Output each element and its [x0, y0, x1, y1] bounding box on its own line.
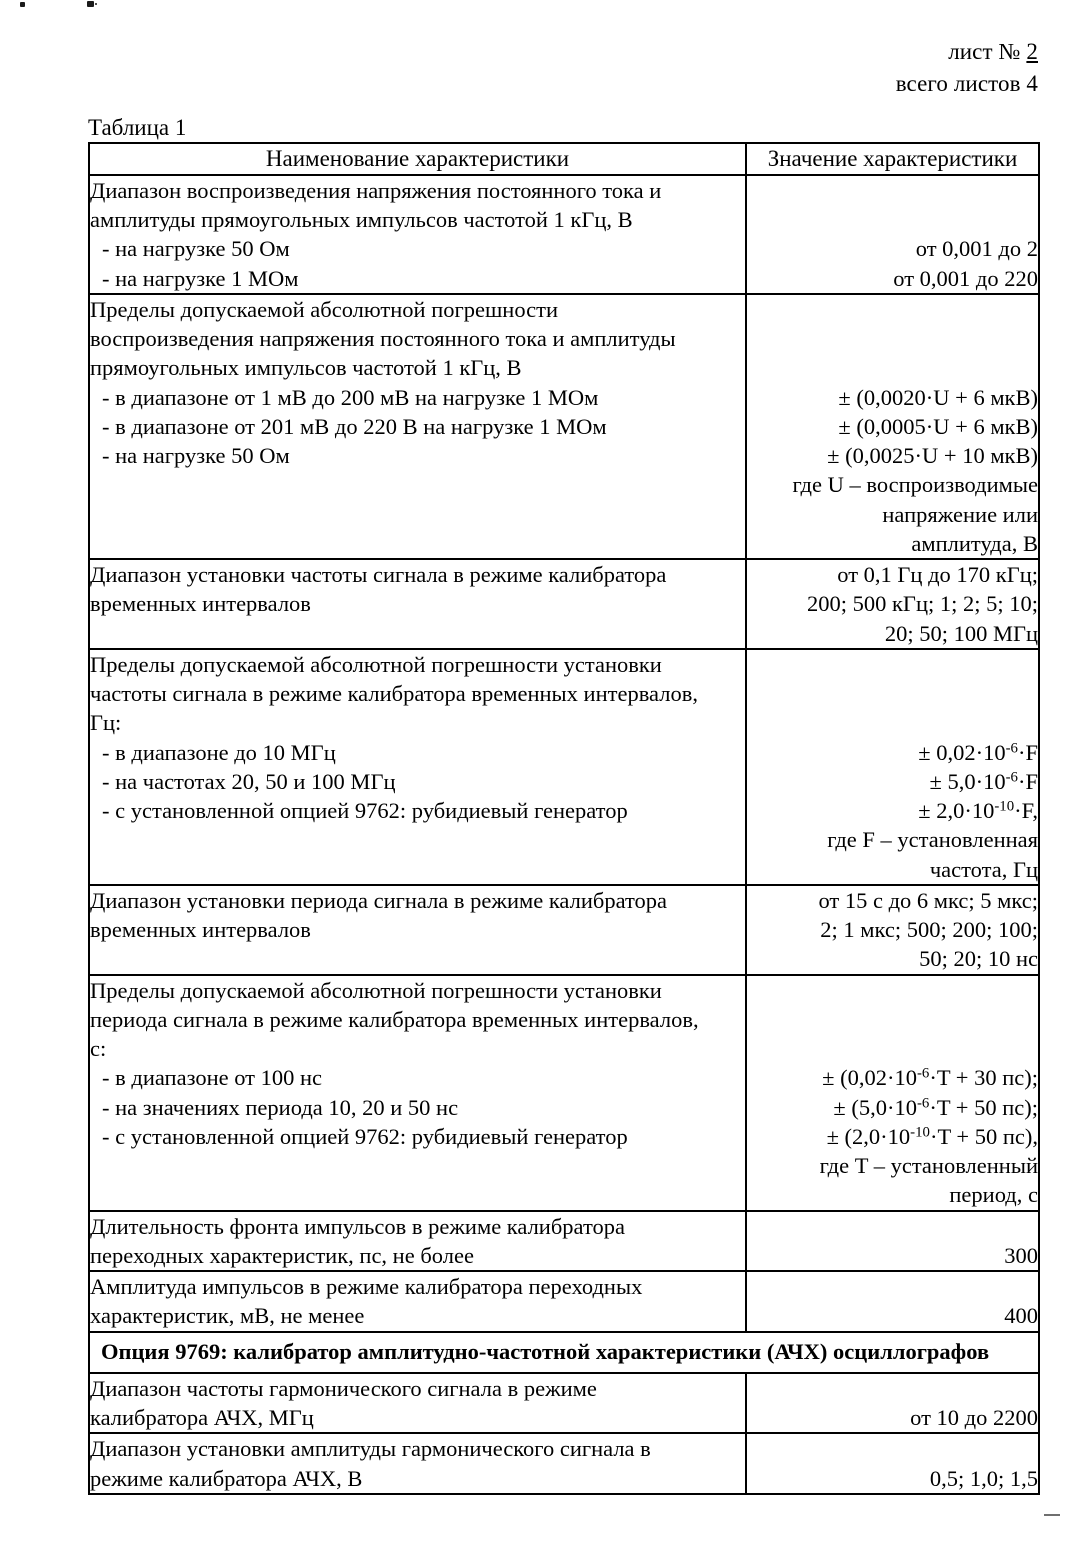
page-header	[896, 36, 1038, 99]
characteristic-name-line: временных интервалов	[90, 917, 311, 943]
characteristic-value-line: где U – воспроизводимые	[792, 472, 1038, 498]
characteristic-name-cell	[89, 649, 746, 885]
value-line-spacer	[747, 650, 1038, 679]
characteristic-value-cell	[746, 649, 1039, 885]
characteristic-value-cell	[746, 1211, 1039, 1272]
characteristic-value-cell	[746, 294, 1039, 559]
characteristic-name-line: - на значениях периода 10, 20 и 50 нс	[102, 1094, 459, 1120]
table-row	[89, 294, 1039, 559]
characteristic-name-line: Пределы допускаемой абсолютной погрешности установки	[90, 977, 662, 1003]
characteristic-name-line: частоты сигнала в режиме калибратора временных интервалов,	[90, 681, 698, 707]
sheet-number-line	[896, 36, 1038, 68]
characteristic-name-cell	[89, 885, 746, 975]
characteristic-value-line: ± (0,0025·U + 10 мкВ)	[827, 443, 1038, 469]
value-line-spacer	[747, 1212, 1038, 1241]
characteristic-name-line: Диапазон установки частоты сигнала в режиме калибратора	[90, 562, 667, 588]
table-row	[89, 649, 1039, 885]
characteristic-name-line: Диапазон воспроизведения напряжения постоянного тока и	[90, 177, 662, 203]
characteristic-name-line: - на нагрузке 50 Ом	[102, 443, 290, 469]
characteristic-value-line: ± $2,0\cdot 10^{-10}\cdot F$,	[918, 798, 1038, 824]
table-row	[89, 1211, 1039, 1272]
characteristic-value-line: от 0,001 до 2	[915, 236, 1038, 262]
characteristic-value-line: где F – установленная	[827, 827, 1038, 853]
characteristic-value-line: ± (0,0020·U + 6 мкВ)	[838, 384, 1038, 410]
value-line-spacer	[747, 708, 1038, 737]
characteristic-name-line: - с установленной опцией 9762: рубидиевый генератор	[102, 1123, 628, 1149]
characteristic-name-line: - в диапазоне от 201 мВ до 220 В на нагрузке 1 МОм	[102, 413, 607, 439]
characteristic-name-line: воспроизведения напряжения постоянного тока и амплитуды	[90, 326, 676, 352]
characteristic-name-line: характеристик, мВ, не менее	[90, 1303, 365, 1329]
characteristic-value-cell	[746, 975, 1039, 1211]
characteristic-value-line: 200; 500 кГц; 1; 2; 5; 10;	[807, 591, 1038, 617]
characteristic-name-line: - на нагрузке 1 МОм	[102, 265, 299, 291]
characteristic-name-line: калибратора АЧХ, МГц	[90, 1405, 314, 1431]
characteristic-name-line: Амплитуда импульсов в режиме калибратора переходных	[90, 1274, 643, 1300]
characteristic-name-line: - с установленной опцией 9762: рубидиевый генератор	[102, 798, 628, 824]
characteristic-name-line: - в диапазоне до 10 МГц	[102, 739, 336, 765]
characteristic-name-line: временных интервалов	[90, 591, 311, 617]
characteristic-name-line: прямоугольных импульсов частотой 1 кГц, В	[90, 355, 522, 381]
characteristic-name-line: переходных характеристик, пс, не более	[90, 1242, 474, 1268]
value-line-spacer	[747, 976, 1038, 1005]
characteristic-name-line: периода сигнала в режиме калибратора временных интервалов,	[90, 1006, 699, 1032]
characteristic-value-line: 300	[1004, 1242, 1038, 1268]
table-section-row	[89, 1332, 1039, 1373]
characteristic-name-line: - на частотах 20, 50 и 100 МГц	[102, 768, 396, 794]
table-row	[89, 1373, 1039, 1434]
table-row	[89, 885, 1039, 975]
table-body	[89, 175, 1039, 1494]
characteristic-value-line: 0,5; 1,0; 1,5	[929, 1465, 1038, 1491]
characteristic-name-cell	[89, 1433, 746, 1494]
characteristic-name-line: Диапазон установки периода сигнала в режиме калибратора	[90, 887, 668, 913]
characteristic-name-line: - в диапазоне от 100 нс	[102, 1065, 323, 1091]
characteristic-name-line: Диапазон частоты гармонического сигнала в режиме	[90, 1375, 597, 1401]
value-line-spacer	[747, 1034, 1038, 1063]
characteristic-value-line: 50; 20; 10 нс	[919, 946, 1038, 972]
characteristic-value-line: ± ($5,0\cdot 10^{-6}\cdot T + 50$ пс);	[833, 1094, 1038, 1120]
characteristic-value-cell	[746, 175, 1039, 294]
characteristic-name-cell	[89, 559, 746, 649]
characteristic-value-line: ± $0,02\cdot 10^{-6}\cdot F$	[918, 739, 1038, 765]
value-line-spacer	[747, 679, 1038, 708]
table-row	[89, 975, 1039, 1211]
characteristic-name-cell	[89, 1271, 746, 1332]
section-title: Опция 9769: калибратор амплитудно-частотной характеристики (АЧХ) осциллографов	[89, 1332, 1039, 1373]
characteristic-value-cell	[746, 1271, 1039, 1332]
characteristic-value-cell	[746, 559, 1039, 649]
table-caption: Таблица 1	[88, 115, 187, 140]
characteristic-value-line: 20; 50; 100 МГц	[884, 620, 1038, 646]
characteristic-name-cell	[89, 1373, 746, 1434]
value-line-spacer	[747, 1374, 1038, 1403]
value-line-spacer	[747, 353, 1038, 382]
characteristic-value-cell	[746, 885, 1039, 975]
column-header-value: Значение характеристики	[746, 143, 1039, 175]
characteristic-value-line: 400	[1004, 1303, 1038, 1329]
table-row	[89, 559, 1039, 649]
table-row	[89, 175, 1039, 294]
scan-artifact-speckle	[20, 2, 25, 7]
scan-artifact-speckle	[95, 3, 97, 5]
characteristic-name-line: Длительность фронта импульсов в режиме калибратора	[90, 1213, 625, 1239]
column-header-name: Наименование характеристики	[89, 143, 746, 175]
characteristic-value-line: ± $5,0\cdot 10^{-6}\cdot F$	[929, 768, 1038, 794]
characteristic-value-line: 2; 1 мкс; 500; 200; 100;	[820, 917, 1038, 943]
value-line-spacer	[747, 324, 1038, 353]
characteristic-value-line: частота, Гц	[929, 856, 1038, 882]
characteristic-value-line: где T – установленный	[819, 1153, 1038, 1179]
value-line-spacer	[747, 1434, 1038, 1463]
characteristic-value-line: ± ($2,0\cdot 10^{-10}\cdot T + 50$ пс),	[826, 1123, 1038, 1149]
characteristic-name-line: Пределы допускаемой абсолютной погрешности	[90, 296, 558, 322]
table-header-row	[89, 143, 1039, 175]
characteristic-name-line: Пределы допускаемой абсолютной погрешности установки	[90, 651, 662, 677]
value-line-spacer	[747, 176, 1038, 205]
characteristic-name-cell	[89, 175, 746, 294]
sheet-label: лист №	[948, 39, 1027, 64]
characteristic-value-line: напряжение или	[882, 501, 1038, 527]
characteristic-name-line: с:	[90, 1036, 107, 1062]
table-row	[89, 1271, 1039, 1332]
total-sheets-line: всего листов 4	[895, 70, 1038, 96]
characteristic-value-line: от 10 до 2200	[910, 1405, 1038, 1431]
characteristic-name-cell	[89, 294, 746, 559]
characteristic-name-line: - в диапазоне от 1 мВ до 200 мВ на нагрузке 1 МОм	[102, 384, 599, 410]
specifications-table	[88, 142, 1040, 1495]
table-row	[89, 1433, 1039, 1494]
sheet-number: 2	[1026, 39, 1038, 64]
scan-artifact-speckle	[87, 1, 94, 7]
characteristic-name-cell	[89, 1211, 746, 1272]
scan-artifact-mark	[1044, 1514, 1060, 1516]
characteristic-name-cell	[89, 975, 746, 1211]
characteristic-name-line: Гц:	[90, 710, 122, 736]
value-line-spacer	[747, 1005, 1038, 1034]
characteristic-value-line: период, с	[949, 1182, 1038, 1208]
characteristic-name-line: - на нагрузке 50 Ом	[102, 236, 290, 262]
value-line-spacer	[747, 295, 1038, 324]
characteristic-name-line: амплитуды прямоугольных импульсов частотой 1 кГц, В	[90, 207, 633, 233]
value-line-spacer	[747, 205, 1038, 234]
characteristic-value-line: ± ($0,02\cdot 10^{-6}\cdot T + 30$ пс);	[822, 1065, 1038, 1091]
characteristic-value-line: ± (0,0005·U + 6 мкВ)	[838, 413, 1038, 439]
characteristic-value-cell	[746, 1433, 1039, 1494]
characteristic-name-line: режиме калибратора АЧХ, В	[90, 1465, 363, 1491]
characteristic-value-line: от 0,1 Гц до 170 кГц;	[837, 562, 1038, 588]
characteristic-value-cell	[746, 1373, 1039, 1434]
value-line-spacer	[747, 1272, 1038, 1301]
characteristic-name-line: Диапазон установки амплитуды гармонического сигнала в	[90, 1436, 651, 1462]
characteristic-value-line: от 0,001 до 220	[893, 265, 1038, 291]
characteristic-value-line: от 15 с до 6 мкс; 5 мкс;	[818, 887, 1038, 913]
characteristic-value-line: амплитуда, В	[911, 530, 1038, 556]
